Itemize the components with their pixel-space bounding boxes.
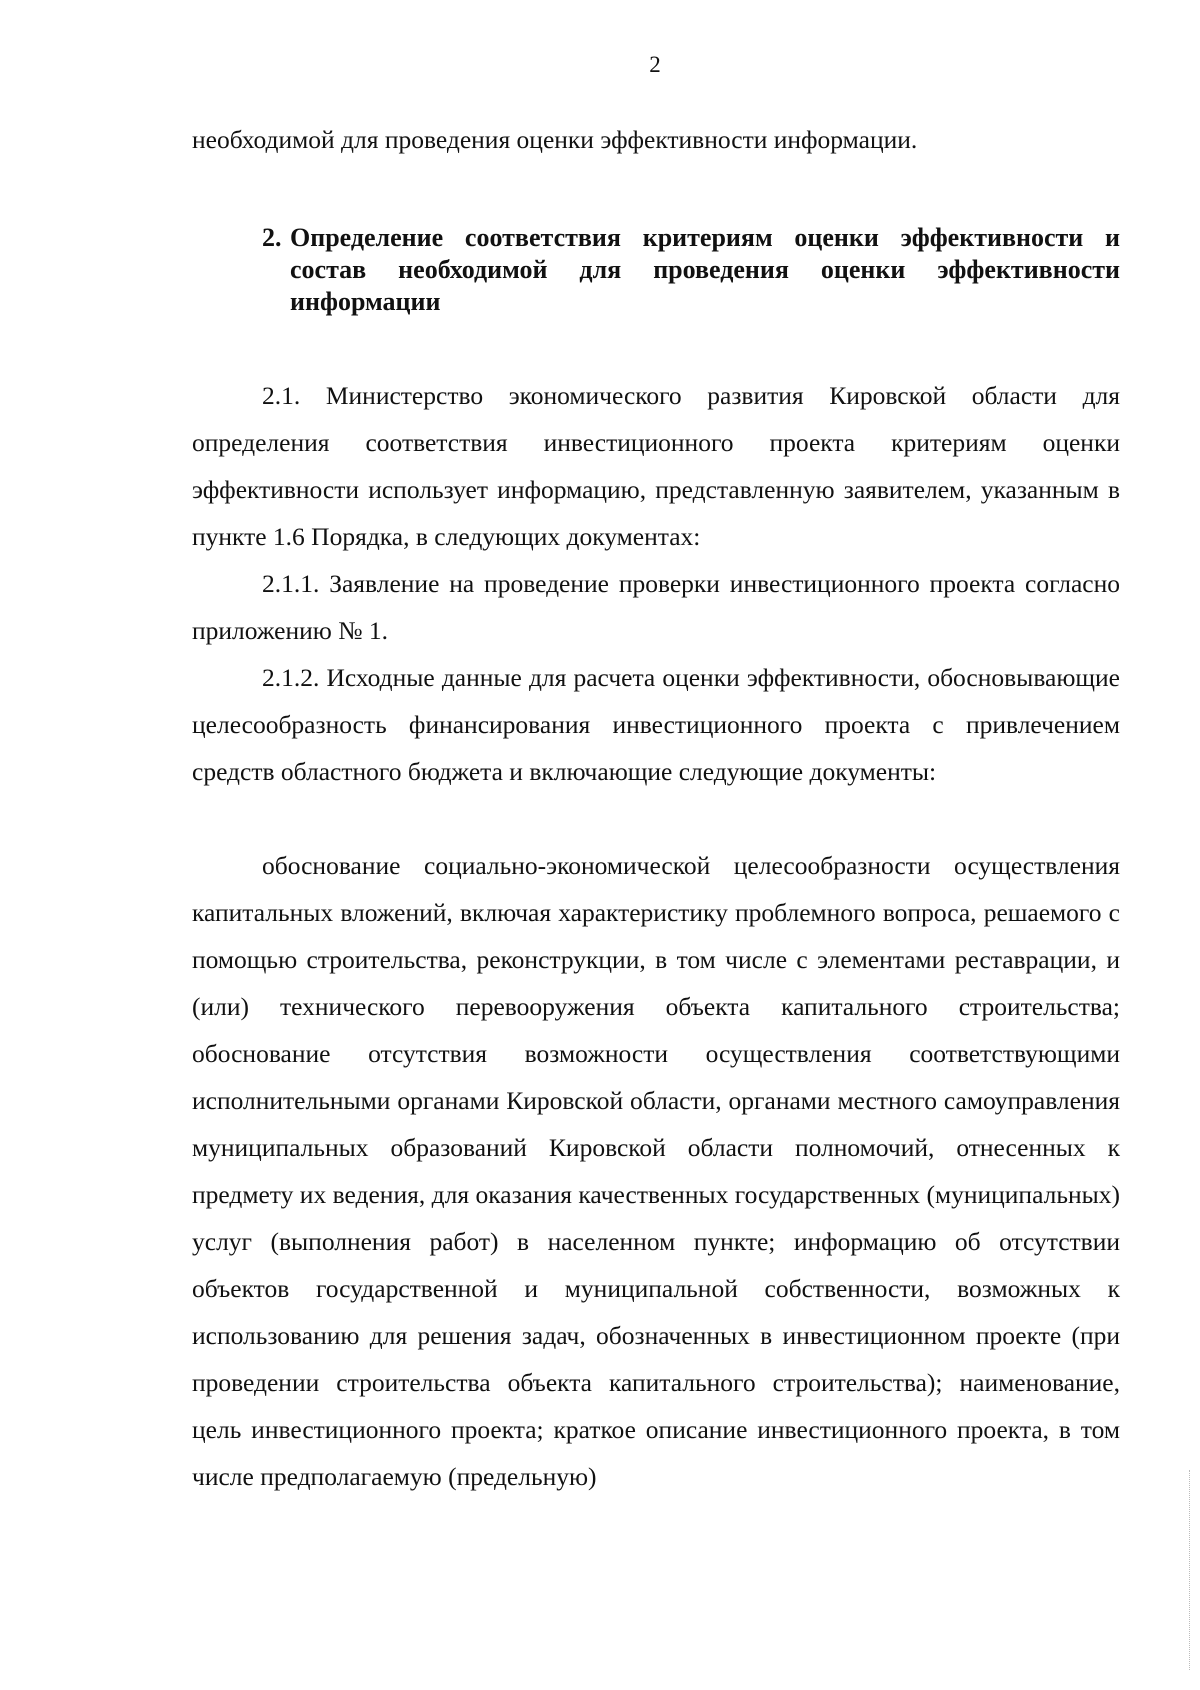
page-number: 2 <box>649 52 661 77</box>
paragraph-document-list: обоснование социально-экономической целесообразности осуществления капитальных вложений, включая характеристику проблемного вопроса, решаемого с помощью строительства, реконструкции, в том числе с элементами реставрации, и (или) технического перевооружения объекта капитального строительства; обоснование отсутствия возможности осуществления соответствующими исполнительными органами Кировской области, органами местного самоуправления муниципальных образований Кировской области полномочий, отнесенных к предмету их ведения, для оказания качественных государственных (муниципальных) услуг (выполнения работ) в населенном пункте; информацию об отсутствии объектов государственной и муниципальной собственности, возможных к использованию для решения задач, обозначенных в инвестиционном проекте (при проведении строительства объекта капитального строительства); наименование, цель инвестиционного проекта; краткое описание инвестиционного проекта, в том числе предполагаемую (предельную) <box>192 851 1120 1491</box>
paragraph-2-1-1: 2.1.1. Заявление на проведение проверки инвестиционного проекта согласно приложению № 1. <box>192 569 1120 645</box>
paragraph-2-1-2: 2.1.2. Исходные данные для расчета оценки эффективности, обосновывающие целесообразность финансирования инвестиционного проекта с привлечением средств областного бюджета и включающие следующие документы: <box>192 663 1120 786</box>
section-number: 2. <box>262 223 282 252</box>
scan-edge-mark <box>1188 1470 1190 1670</box>
paragraph-2-1: 2.1. Министерство экономического развития Кировской области для определения соответствия инвестиционного проекта критериям оценки эффективности использует информацию, представленную заявителем, указанным в пункте 1.6 Порядка, в следующих документах: <box>192 381 1120 551</box>
intro-continuation-paragraph: необходимой для проведения оценки эффективности информации. <box>192 125 918 154</box>
section-heading <box>262 222 1120 318</box>
section-title: Определение соответствия критериям оценки эффективности и состав необходимой для проведения оценки эффективности информации <box>290 223 1120 316</box>
